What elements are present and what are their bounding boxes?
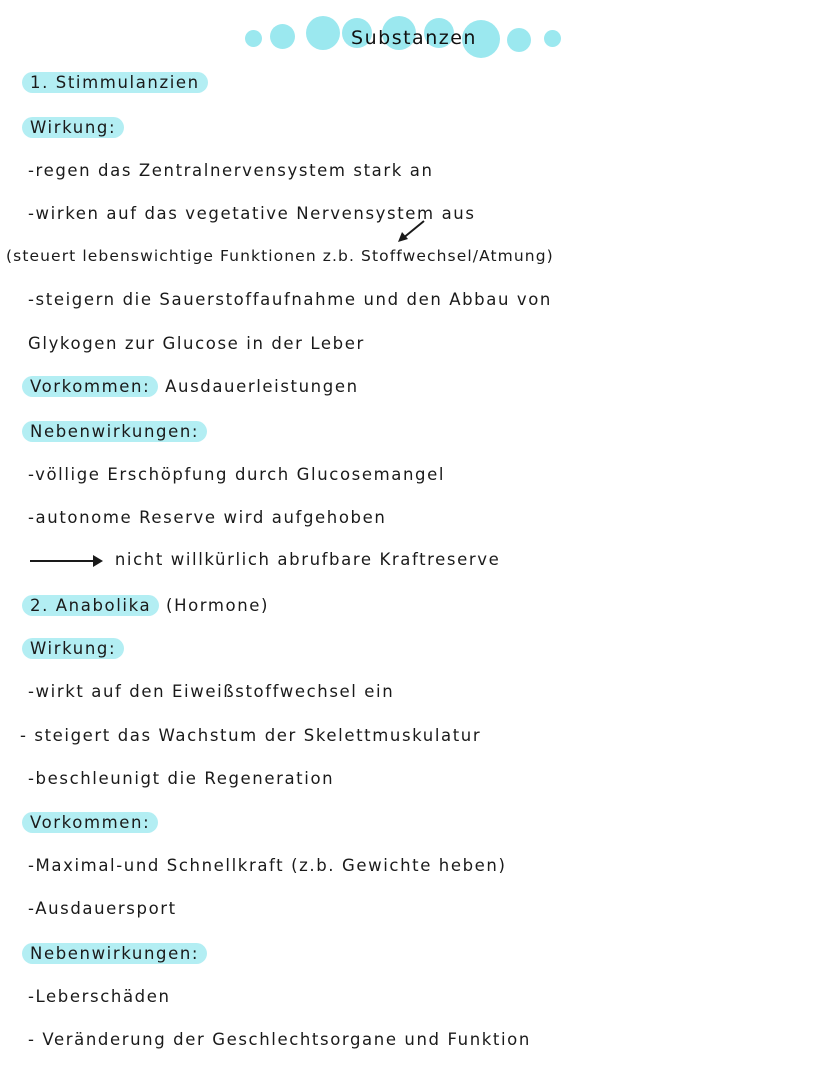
list-item: (steuert lebenswichtige Funktionen z.b. Stoffwechsel/Atmung) [6, 247, 554, 265]
list-item: -beschleunigt die Regeneration [28, 769, 335, 788]
list-item: -völlige Erschöpfung durch Glucosemangel [28, 465, 446, 484]
list-item: -Ausdauersport [28, 899, 177, 918]
section-heading: 2. Anabolika (Hormone) [22, 595, 269, 617]
wirkung-label: Wirkung: [22, 638, 124, 660]
pointer-arrow-icon [396, 219, 426, 243]
arrow-note: nicht willkürlich abrufbare Kraftreserve [30, 549, 500, 571]
vorkommen-label: Vorkommen: [22, 376, 158, 397]
wirkung-label: Wirkung: [22, 117, 124, 139]
list-item: -steigern die Sauerstoffaufnahme und den Abbau von [28, 290, 552, 309]
vorkommen-label: Vorkommen: [22, 812, 158, 834]
list-item: -Leberschäden [28, 987, 171, 1006]
list-item: -wirkt auf den Eiweißstoffwechsel ein [28, 682, 395, 701]
vorkommen-row [22, 376, 359, 398]
list-item: -autonome Reserve wird aufgehoben [28, 508, 387, 527]
list-item: -wirken auf das vegetative Nervensystem aus [28, 204, 476, 223]
right-arrow-icon [30, 560, 94, 562]
title-banner [0, 14, 828, 68]
list-item: Glykogen zur Glucose in der Leber [28, 334, 365, 353]
list-item: -regen das Zentralnervensystem stark an [28, 161, 434, 180]
section-heading: 1. Stimmulanzien [22, 72, 208, 94]
list-item: - Veränderung der Geschlechtsorgane und Funktion [28, 1030, 531, 1049]
nebenwirkungen-label: Nebenwirkungen: [22, 943, 207, 965]
vorkommen-value: Ausdauerleistungen [165, 377, 359, 396]
list-item: -Maximal-und Schnellkraft (z.b. Gewichte heben) [28, 856, 507, 875]
nebenwirkungen-label: Nebenwirkungen: [22, 421, 207, 443]
list-item: - steigert das Wachstum der Skelettmuskulatur [20, 726, 482, 745]
page-title: Substanzen [351, 27, 477, 49]
